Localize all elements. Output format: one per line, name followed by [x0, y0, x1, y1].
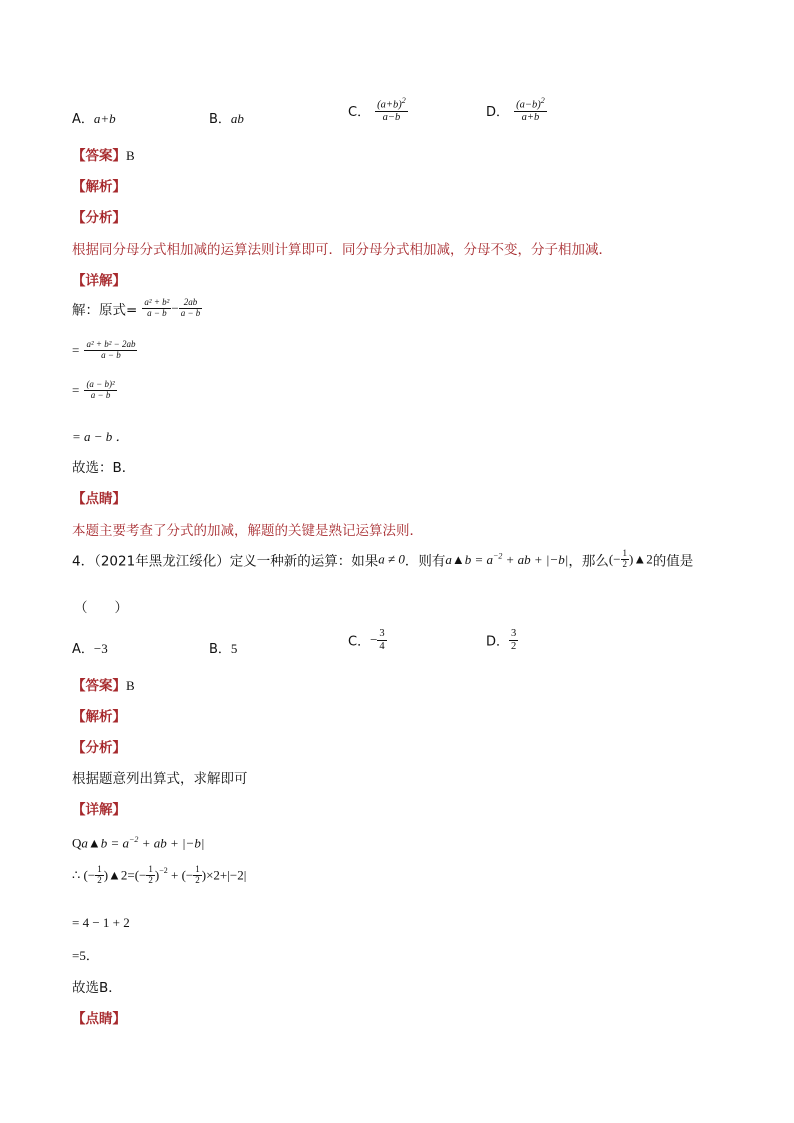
because-symbol: Q — [72, 835, 82, 851]
fraction — [95, 865, 104, 886]
q4-xiangjie-tag: 【详解】 — [72, 802, 126, 818]
numerator: 1 — [148, 864, 153, 874]
q3-dianjing-text: 本题主要考查了分式的加减，解题的关键是熟记运算法则． — [72, 523, 423, 539]
expr-part: )▲2=(− — [103, 867, 147, 883]
q4-step-2 — [72, 865, 246, 886]
q3-analysis-tag: 【解析】 — [72, 179, 126, 195]
definition-left: a▲b = a — [445, 551, 493, 567]
numerator: (a+b) — [377, 99, 402, 111]
denominator: 2 — [148, 874, 153, 885]
fraction — [84, 380, 116, 401]
equals-sign: = — [72, 342, 80, 358]
option-label: D． — [486, 104, 510, 120]
q4-step-4: =5． — [72, 948, 99, 963]
numerator: (a−b) — [516, 99, 541, 111]
q4-option-d — [486, 628, 518, 652]
numerator: 2ab — [179, 298, 203, 309]
option-value: −3 — [93, 641, 108, 656]
numerator: 1 — [622, 548, 628, 559]
q3-step-1 — [72, 298, 202, 319]
q3-option-a — [72, 108, 116, 127]
q4-analysis-tag: 【解析】 — [72, 709, 126, 725]
exponent: 2 — [540, 96, 545, 105]
fraction — [509, 628, 518, 652]
option-label: C． — [348, 634, 371, 650]
stem-suffix: 的值是 — [652, 553, 694, 570]
denominator: a − b — [101, 350, 121, 360]
answer-tag: 【答案】 — [72, 148, 126, 164]
denominator: 4 — [379, 640, 385, 652]
q3-xiangjie-tag: 【详解】 — [72, 273, 126, 289]
option-label: C． — [348, 104, 371, 120]
q3-dianjing-tag: 【点睛】 — [72, 491, 126, 507]
denominator: a − b — [147, 308, 167, 318]
q4-fenxi-tag: 【分析】 — [72, 740, 126, 756]
q3-step-5: 故选：B． — [72, 460, 136, 476]
option-value: ab — [230, 111, 244, 126]
q4-step-5: 故选B． — [72, 980, 122, 996]
exponent: −2 — [159, 866, 168, 876]
numerator: a² + b² — [144, 297, 170, 308]
q3-step-3 — [72, 380, 117, 401]
fraction — [179, 298, 203, 319]
equals-sign: = — [72, 382, 80, 398]
step-expression-rest: + ab + |−b| — [138, 835, 205, 851]
q4-answer-paren: （ ） — [74, 600, 128, 616]
condition: a ≠ 0 — [378, 551, 405, 567]
ask-rest: )▲2 — [629, 551, 653, 567]
q3-option-b — [209, 108, 244, 127]
stem-prefix: 4．（2021年黑龙江绥化）定义一种新的运算：如果 — [72, 553, 379, 570]
step-prefix: 解：原式= — [72, 302, 138, 319]
option-label: B． — [209, 642, 231, 657]
stem-mid: ．则有 — [404, 553, 446, 570]
denominator: 2 — [97, 874, 102, 885]
fraction — [514, 97, 547, 124]
q3-fenxi-tag: 【分析】 — [72, 210, 126, 226]
expr-part: + (− — [167, 867, 194, 883]
numerator: 1 — [195, 864, 200, 874]
q4-dianjing-tag: 【点睛】 — [72, 1011, 126, 1027]
definition — [445, 552, 568, 567]
exponent: −2 — [492, 551, 503, 561]
q4-step-1 — [72, 835, 204, 851]
q3-fenxi-text: 根据同分母分式相加减的运算法则计算即可．同分母分式相加减，分母不变，分子相加减． — [72, 242, 612, 258]
numerator: (a − b)² — [86, 379, 115, 390]
option-value: a+b — [93, 111, 116, 126]
fraction — [142, 298, 171, 319]
q3-option-c — [348, 97, 408, 124]
denominator: 2 — [511, 640, 517, 652]
q4-option-c — [348, 628, 387, 652]
answer-value: B — [126, 148, 135, 163]
fraction — [146, 865, 155, 886]
q4-answer — [72, 674, 135, 694]
denominator: 2 — [622, 559, 628, 569]
numerator: a² + b² − 2ab — [86, 339, 136, 350]
fraction — [84, 340, 137, 361]
fraction — [193, 865, 202, 886]
option-value: 5 — [230, 641, 238, 656]
stem-then: ，那么 — [568, 553, 609, 570]
therefore-symbol: ∴ — [72, 867, 81, 883]
option-label: A． — [72, 112, 94, 127]
denominator: a+b — [521, 112, 540, 124]
definition-right: + ab + |−b| — [502, 551, 569, 567]
denominator: a − b — [90, 390, 111, 400]
option-label: B． — [209, 112, 231, 127]
option-sign: − — [370, 632, 378, 648]
expr-part: (− — [83, 867, 96, 883]
option-label: A． — [72, 642, 94, 657]
numerator: 1 — [97, 864, 102, 874]
minus-sign: − — [171, 300, 179, 316]
q4-option-a — [72, 638, 108, 657]
q3-step-4: = a − b ． — [72, 429, 129, 444]
q4-step-3: = 4 − 1 + 2 — [72, 915, 130, 930]
fraction — [377, 628, 386, 652]
denominator: a − b — [180, 308, 201, 318]
numerator: 3 — [379, 628, 385, 639]
q4-fenxi-text: 根据题意列出算式，求解即可 — [72, 771, 248, 787]
fraction — [621, 549, 630, 570]
exponent: −2 — [129, 835, 139, 844]
q3-option-d — [486, 97, 547, 124]
numerator: 3 — [511, 628, 517, 639]
q3-step-2 — [72, 340, 137, 361]
denominator: a−b — [382, 112, 401, 124]
denominator: 2 — [195, 874, 200, 885]
step-expression: a▲b = a — [81, 835, 130, 851]
answer-tag: 【答案】 — [72, 678, 126, 694]
expr-part: )×2+|−2| — [201, 867, 247, 883]
q3-answer — [72, 144, 135, 164]
fraction — [375, 97, 408, 124]
q4-option-b — [209, 638, 237, 657]
expr-part: ) — [154, 867, 160, 883]
option-label: D． — [486, 634, 510, 650]
ask-open: (− — [608, 551, 621, 567]
exponent: 2 — [401, 96, 406, 105]
q4-stem — [72, 549, 693, 570]
answer-value: B — [126, 678, 135, 693]
